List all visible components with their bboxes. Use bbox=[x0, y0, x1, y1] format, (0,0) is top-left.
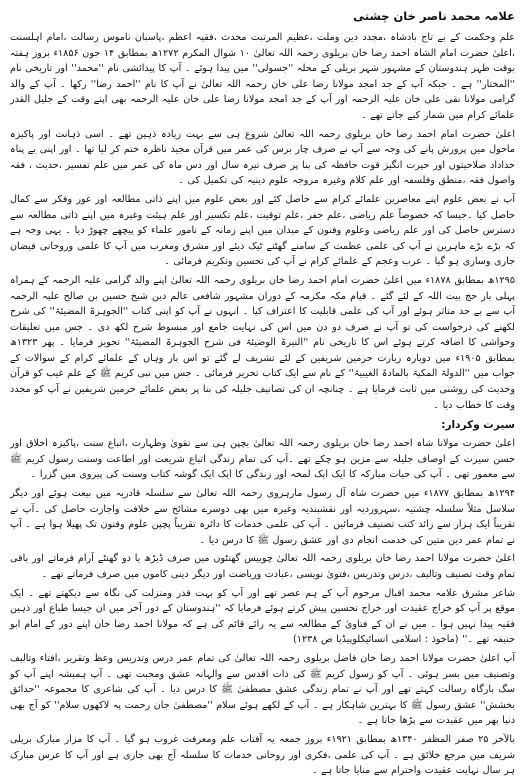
section-heading-character: سیرت وکردار: bbox=[441, 419, 515, 432]
paragraph-demise: بالآخر ۲۵ صفر المظفر ۱۳۴۰ھ بمطابق ۱۹۲۱ء بروز جمعہ یہ آفتاب علم ومعرفت غروب ہو گیا ۔ آپ کا مزار مبارک بریلی شریف میں مرجع خلائق ہے ۔ آپ کی علمی ،فکری اور روحانی خدمات کا سلسلہ آج بھی جاری ہے اور آپ کا عرس مبارک ہر سال نہایت عقیدت واحترام سے منایا جاتا ہے ۔ bbox=[10, 733, 515, 777]
paragraph-sciences: آپ نے بعض علوم اپنے معاصرین علمائے کرام سے حاصل کئے اور بعض علوم میں اپنے ذاتی مطالعہ اور غور وفکر سے کمال حاصل کیا ۔جیسا کہ خصوصاً علم ریاضی ،علم جفر ،علم توقیت ،علم تکسیر اور علم ہیئت وغیرہ میں اپنے ذاتی مطالعہ سے دسترس حاصل کی اور علم ریاضی وعلوم وفنون کے میدان میں اپنے زمانہ کے نامور علماء کو پیچھے چھوڑ دیا ۔ یہی وجہ ہے کہ بڑے بڑے ماہرین نے آپ کی علمی عظمت کے سامنے گھٹنے ٹیک دیئے اور مشرق ومغرب میں آپ کا علمی وروحانی فیضان جاری وساری ہو گیا ۔ عرب وعجم کے علمائے کرام نے آپ کی تحسین وتکریم فرمائی ۔ bbox=[10, 193, 515, 268]
paragraph-bayat: ۱۲۹۴ھ بمطابق ۱۸۷۷ء میں حضرت شاہ آل رسول مارہروی رحمہ اللہ تعالیٰ سے سلسلہ قادریہ میں بیعت ہوئے اور دیگر سلاسل مثلاً سلسلہ چشتیہ ،سہروردیہ اور نقشبندیہ وغیرہ میں بھی دوسرے مشائخ سے خلافت واجازت حاصل کی ۔آپ نے تقریباً ایک ہزار سے زائد کتب تصنیف فرمائیں ۔ آپ کی علمی خدمات کا دائرہ تقریباً پچپن علوم وفنون تک پھیلا ہوا ہے ۔ آپ نے تمام عمر دین متین کی خدمت انجام دی اور عشق رسول ﷺ کا درس دیا ۔ bbox=[10, 488, 515, 546]
paragraph-iqbal: شاعر مشرق علامہ محمد اقبال مرحوم آپ کے ہم عصر تھے اور آپ کو بہت قدر ومنزلت کی نگاہ سے دیکھتے تھے ۔ ایک موقع پر آپ کو خراج عقیدت اور خراج تحسین پیش کرتے ہوئے فرمایا کہ ''ہندوستان کے دور آخر میں ان جیسا طباع اور ذہین فقیہ پیدا نہیں ہوا ۔ میں نے ان کے فتاویٰ کے مطالعہ سے یہ رائے قائم کی ہے کہ مولانا احمد رضا خان اپنے دور کے امام ابو حنیفہ تھے ۔'' (ماخوذ : اسلامی انسائیکلوپیڈیا ص ۱۲۳۸) bbox=[10, 587, 515, 646]
paragraph-love: آپ اعلیٰ حضرت مولانا احمد رضا خان فاضل بریلوی رحمہ اللہ تعالیٰ کی تمام عمر درس وتدریس وعظ وتقریر ،افتاء وتالیف وتصنیف میں بسر ہوئی ۔ آپ کو رسول کریم ﷺ کی ذات اقدس سے والہانہ عشق ومحبت تھی ۔ آپ ہمیشہ اپنے آپ کو سگ بارگاہ رسالت کہتے تھے اور آپ نے تمام زندگی عشق مصطفیٰ ﷺ کا درس دیا ۔ آپ کی شاعری کا مجموعہ ''حدائق بخشش'' عشق رسول ﷺ کا بہترین شاہکار ہے ۔ آپ کے لکھے ہوئے سلام ''مصطفیٰ جان رحمت پہ لاکھوں سلام'' کو آج بھی دنیا بھر میں عقیدت سے پڑھا جاتا ہے ۔ bbox=[10, 652, 515, 727]
article-title: علامہ محمد ناصر خان چشتی bbox=[353, 9, 515, 23]
paragraph-hajj: ۱۲۹۵ھ بمطابق ۱۸۷۸ء میں اعلیٰ حضرت امام احمد رضا خان بریلوی رحمہ اللہ تعالیٰ اپنے والد گرامی علیہ الرحمہ کے ہمراہ پہلی بار حج بیت اللہ کے لئے گئے ۔ قیام مکہ مکرمہ کے دوران مشہور شافعی عالم دین شیخ حسین بن صالح علیہ الرحمہ آپ سے بے حد متاثر ہوئے اور آپ کی علمی قابلیت کا اعتراف کیا ۔ انہوں نے آپ کو اپنی کتاب ''الجوہرۃ المضیئۃ'' کی شرح لکھنے کی درخواست کی تو آپ نے صرف دو دن میں اس کی نہایت جامع اور مبسوط شرح لکھ دی ۔ جس میں تعلیقات وحواشی کا اضافہ کرتے ہوئے اس کا تاریخی نام ''النیرۃ الوضیئۃ فی شرح الجوہرۃ المضیئۃ'' تجویز فرمایا ۔ پھر ۱۳۲۳ھ بمطابق ۱۹۰۵ء میں دوبارہ زیارت حرمین شریفین کے لئے تشریف لے گئے تو اس بار وہاں کے علمائے کرام کے سوالات کے جواب میں ''الدولۃ المکیۃ بالمادۃ الغیبیۃ'' کے نام سے ایک کتاب تحریر فرمائی ۔ جس میں نبی کریم ﷺ کے علم غیب کو قرآن وحدیث کی روشنی میں ثابت فرمایا ہے ۔ چنانچہ ان کی تصانیف جلیلہ کی بنا پر بعض علمائے حرمین شریفین نے آپ کو مجدد وقت کا خطاب دیا ۔ bbox=[10, 274, 515, 411]
paragraph-education: اعلیٰ حضرت امام احمد رضا خان بریلوی رحمہ اللہ تعالیٰ شروع ہی سے بہت زیادہ ذہین تھے ۔ اسی ذہانت اور پاکیزہ ماحول میں پرورش پانے کی وجہ سے آپ نے صرف چار برس کی عمر میں قرآن مجید ناظرہ ختم کر لیا تھا ۔ اور اپنی بے پناہ خداداد صلاحیتوں اور حیرت انگیز قوت حافظہ کی بنا پر صرف تیرہ سال اور دس ماہ کی عمر میں علم تفسیر ،حدیث ، فقہ واصول فقہ ،منطق وفلسفہ اور علم کلام وغیرہ مروجہ علوم دینیہ کی تکمیل کی ۔ bbox=[10, 128, 515, 187]
paragraph-birth: علم وحکمت کے بے تاج بادشاہ ،مجدد دین وملت ،عظیم المرتبت محدث ،فقیہ اعظم ،پاسبان ناموس رسالت ،امام اہلسنت ،اعلیٰ حضرت امام الشاہ احمد رضا خان بریلوی رحمہ اللہ تعالیٰ ۱۰ شوال المکرم ۱۲۷۲ھ بمطابق ۱۴ جون ۱۸۵۶ء بروز ہفتہ بوقت ظہر ہندوستان کے مشہور شہر بریلی کے محلہ ''جسولی'' میں پیدا ہوئے ۔ آپ کا پیدائشی نام ''محمد'' اور تاریخی نام ''المختار'' ہے ۔ جبکہ آپ کے جد امجد مولانا رضا علی خان رحمہ اللہ تعالیٰ نے آپ کا نام ''احمد رضا'' رکھا ۔ آپ کے والد گرامی مولانا نقی علی خان علیہ الرحمہ اور آپ کے جد امجد مولانا رضا علی خان علیہ الرحمہ بھی اپنے وقت کے جلیل القدر علمائے کرام میں شمار کیے جاتے تھے ۔ bbox=[10, 32, 516, 121]
paragraph-character: اعلیٰ حضرت مولانا شاہ احمد رضا خان بریلوی رحمہ اللہ تعالیٰ بچپن ہی سے تقویٰ وطہارت ،اتباع سنت ،پاکیزہ اخلاق اور حسن سیرت کے اوصاف جلیلہ سے مزین ہو چکے تھے ۔آپ کی تمام زندگی اتباع شریعت اور اطاعت وسنت رسول کریم ﷺ سے معمور تھی ۔ آپ کی حیات مبارکہ کا ایک ایک لمحہ اور زندگی کا ایک ایک گوشہ کتاب وسنت کی پیروی میں گزرا ۔ bbox=[10, 438, 515, 481]
paragraph-routine: اعلیٰ حضرت مولانا احمد رضا خان بریلوی رحمہ اللہ تعالیٰ چوبیس گھنٹوں میں صرف ڈیڑھ یا دو گھنٹے آرام فرماتے اور باقی تمام وقت تصنیف وتالیف ،درس وتدریس ،فتویٰ نویسی ،عبادت وریاضت اور دیگر دینی کاموں میں صرف فرماتے تھے ۔ bbox=[10, 553, 515, 580]
